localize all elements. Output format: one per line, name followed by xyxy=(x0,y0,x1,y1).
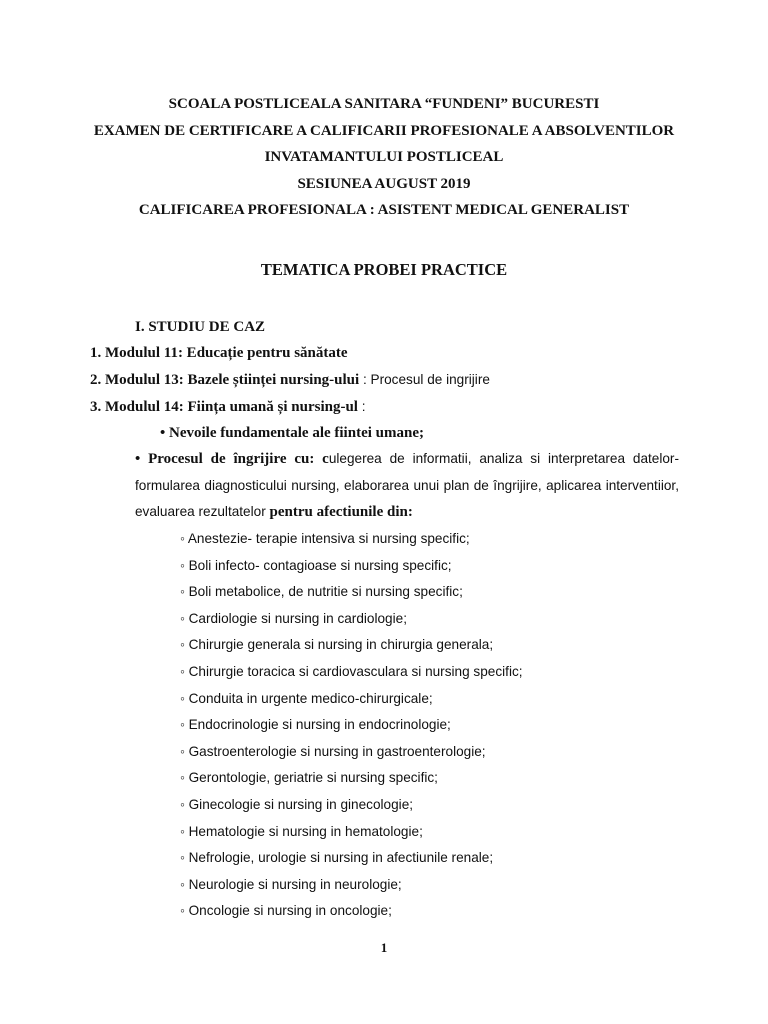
affections-list xyxy=(180,526,523,925)
document-title: TEMATICA PROBEI PRACTICE xyxy=(260,260,508,279)
list-item: ◦ Nefrologie, urologie si nursing in afectiunile renale; xyxy=(180,850,494,866)
session: SESIUNEA AUGUST 2019 xyxy=(297,175,471,192)
list-item: ◦ Conduita in urgente medico-chirurgicale; xyxy=(180,690,433,706)
list-item: ◦ Boli infecto- contagioase si nursing specific; xyxy=(180,557,452,573)
list-item: ◦ Endocrinologie si nursing in endocrinologie; xyxy=(180,717,451,733)
paragraph-lead: • Procesul de îngrijire cu: c xyxy=(135,451,329,467)
module-detail: : xyxy=(357,399,366,414)
module-title: 1. Modulul 11: Educație pentru sănătate xyxy=(90,345,348,361)
paragraph-end: pentru afectiunile din: xyxy=(269,504,413,520)
care-process-paragraph xyxy=(135,446,679,526)
paragraph-text: ulegerea de informatii, analiza si interpretarea datelor- formularea diagnosticului nursing, elaborarea unui plan de îngrijire, aplicarea interventiior, evaluarea rezultatelor xyxy=(135,451,679,519)
module-item xyxy=(90,394,366,420)
qualification: CALIFICAREA PROFESIONALA : ASISTENT MEDICAL GENERALIST xyxy=(138,202,630,218)
exam-title-line1: EXAMEN DE CERTIFICARE A CALIFICARII PROFESIONALE A ABSOLVENTILOR xyxy=(93,122,675,139)
page-number: 1 xyxy=(380,940,388,955)
list-item: ◦ Cardiologie si nursing in cardiologie; xyxy=(180,610,407,626)
list-item: ◦ Neurologie si nursing in neurologie; xyxy=(180,876,402,892)
list-item: ◦ Anestezie- terapie intensiva si nursing specific; xyxy=(180,531,470,546)
document-header xyxy=(60,91,708,224)
module-detail: : Procesul de ingrijire xyxy=(359,372,490,387)
list-item: ◦ Oncologie si nursing in oncologie; xyxy=(180,903,392,919)
section-heading: I. STUDIU DE CAZ xyxy=(135,319,266,335)
list-item: ◦ Gerontologie, geriatrie si nursing specific; xyxy=(180,770,438,786)
school-name: SCOALA POSTLICEALA SANITARA “FUNDENI” BUCURESTI xyxy=(168,96,600,112)
list-item: ◦ Boli metabolice, de nutritie si nursing specific; xyxy=(180,584,463,600)
list-item: ◦ Gastroenterologie si nursing in gastroenterologie; xyxy=(180,743,486,759)
list-item: ◦ Chirurgie toracica si cardiovasculara si nursing specific; xyxy=(180,663,523,679)
list-item: ◦ Ginecologie si nursing in ginecologie; xyxy=(180,796,414,812)
exam-title-line2: INVATAMANTULUI POSTLICEAL xyxy=(264,149,504,165)
module-title: 3. Modulul 14: Ființa umană și nursing-ul xyxy=(90,399,358,415)
bullet-item: • Nevoile fundamentale ale fiintei umane; xyxy=(160,425,424,441)
list-item: ◦ Hematologie si nursing in hematologie; xyxy=(180,823,423,839)
module-item xyxy=(90,367,490,393)
list-item: ◦ Chirurgie generala si nursing in chirurgia generala; xyxy=(180,637,494,653)
module-title: 2. Modulul 13: Bazele științei nursing-ului xyxy=(90,372,360,388)
module-item xyxy=(90,340,348,366)
